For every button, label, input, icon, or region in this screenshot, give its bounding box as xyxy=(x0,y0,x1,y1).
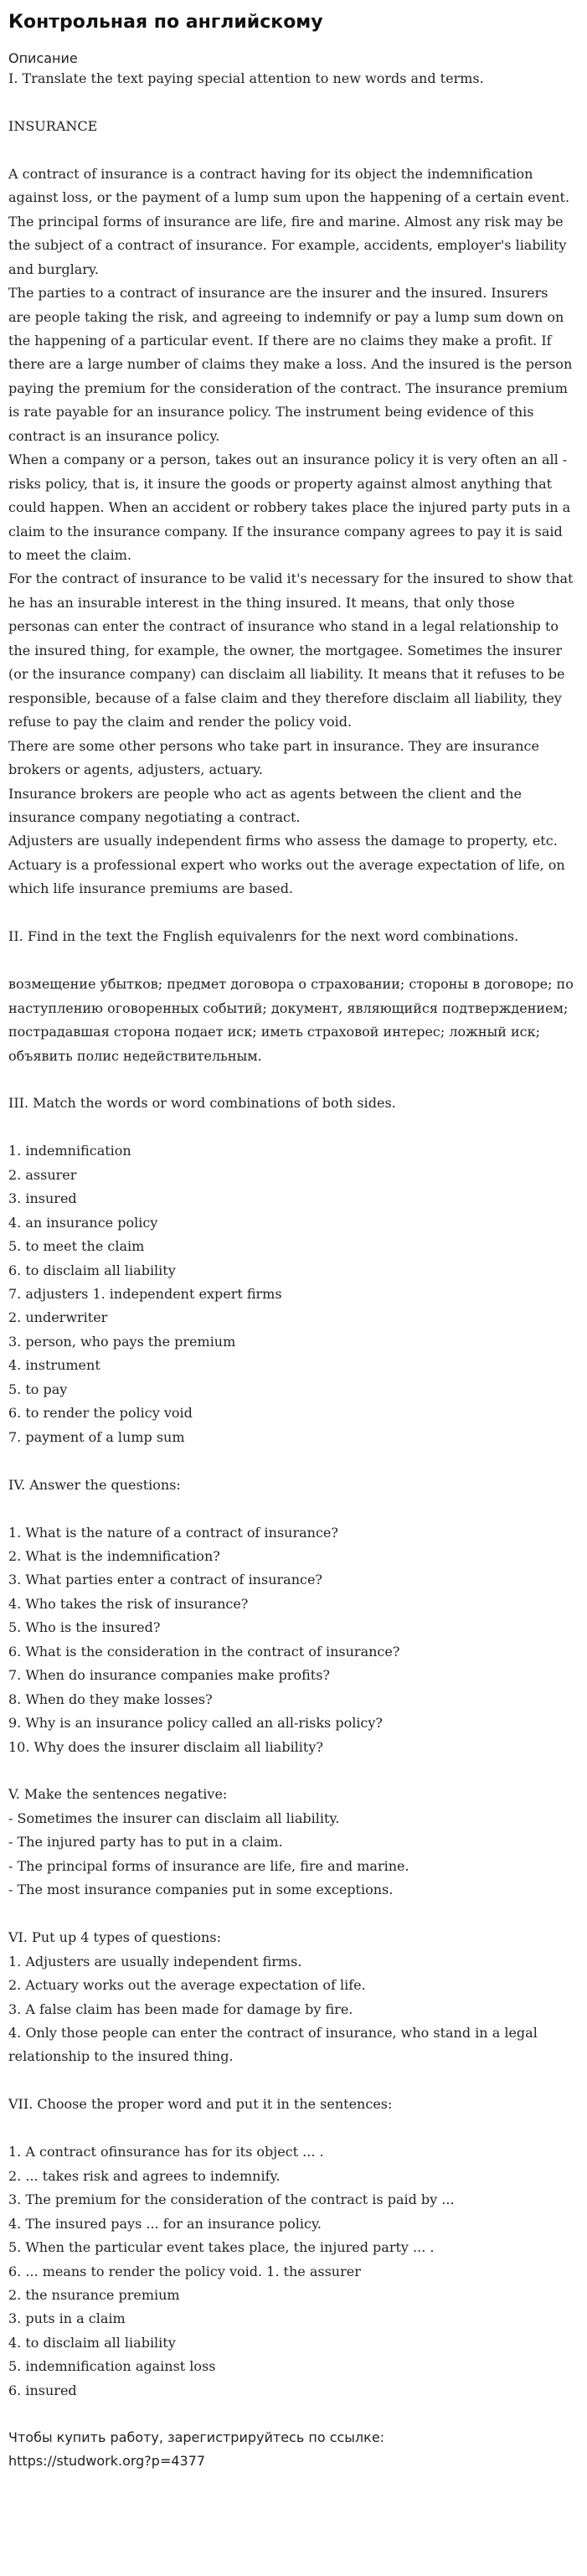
text-line: - The most insurance companies put in some exceptions. xyxy=(8,1882,394,1898)
blank-line xyxy=(8,1902,574,1926)
blank-line xyxy=(8,1068,574,1092)
purchase-link[interactable]: https://studwork.org?p=4377 xyxy=(8,2453,206,2470)
text-line: 6. to render the policy void xyxy=(8,1405,193,1422)
text-line: 7. When do insurance companies make profits? xyxy=(8,1667,330,1684)
blank-line xyxy=(8,949,574,973)
text-line: 4. to disclaim all liability xyxy=(8,2334,176,2351)
blank-line xyxy=(8,1449,574,1473)
text-line: 6. ... means to render the policy void. 1. the assurer xyxy=(8,2263,361,2279)
blank-line xyxy=(8,1116,574,1139)
text-line: 3. The premium for the consideration of the contract is paid by ... xyxy=(8,2191,455,2208)
text-line: 2. assurer xyxy=(8,1166,77,1183)
blank-line xyxy=(8,901,574,925)
text-line: II. Find in the text the Fnglish equivalenrs for the next word combinations. xyxy=(8,928,519,945)
description-body xyxy=(8,67,574,2403)
text-line: The parties to a contract of insurance are the insurer and the insured. Insurers are people taking the risk, and agreeing to indemnify or pay a lump sum down on the happening of a particular event. If there are no claims they make a profit. If there are a large number of claims they make a loss. And the insured is the person paying the premium for the consideration of the contract. The insurance premium is rate payable for an insurance policy. The instrument being evidence of this contract is an insurance policy. xyxy=(8,285,573,444)
text-line: Insurance brokers are people who act as agents between the client and the insurance company negotiating a contract. xyxy=(8,785,522,826)
text-line: There are some other persons who take part in insurance. They are insurance brokers or agents, adjusters, actuary. xyxy=(8,737,539,778)
text-line: A contract of insurance is a contract having for its object the indemnification against loss, or the payment of a lump sum upon the happening of a certain event. The principal forms of insurance are life, fire and marine. Almost any risk may be the subject of a contract of insurance. For example, accidents, employer's liability and burglary. xyxy=(8,165,570,277)
text-line: I. Translate the text paying special attention to new words and terms. xyxy=(8,70,484,86)
text-line: возмещение убытков; предмет договора о страховании; стороны в договоре; по наступлению оговоренных событий; документ, являющийся подтверждением; пострадавшая сторона подает иск; иметь страховой интерес; ложный иск; объявить полис недействительным. xyxy=(8,976,574,1064)
text-line: 1. A contract ofinsurance has for its object ... . xyxy=(8,2144,324,2160)
blank-line xyxy=(8,2117,574,2140)
blank-line xyxy=(8,1759,574,1783)
text-line: V. Make the sentences negative: xyxy=(8,1786,228,1803)
text-line: 2. Actuary works out the average expectation of life. xyxy=(8,1977,366,1994)
purchase-note: Чтобы купить работу, зарегистрируйтесь по ссылке: xyxy=(8,2429,385,2446)
text-line: - The principal forms of insurance are life, fire and marine. xyxy=(8,1857,409,1874)
description-label: Описание xyxy=(8,50,78,66)
text-line: 10. Why does the insurer disclaim all liability? xyxy=(8,1738,323,1755)
text-line: 2. underwriter xyxy=(8,1309,108,1326)
text-line: 4. Only those people can enter the contract of insurance, who stand in a legal relationship to the insured thing. xyxy=(8,2025,538,2065)
text-line: 5. indemnification against loss xyxy=(8,2358,216,2375)
text-line: 6. to disclaim all liability xyxy=(8,1262,176,1278)
text-line: 5. Who is the insured? xyxy=(8,1619,161,1636)
blank-line xyxy=(8,90,574,114)
text-line: 2. the nsurance premium xyxy=(8,2286,180,2303)
text-line: 1. Adjusters are usually independent firms. xyxy=(8,1953,302,1969)
text-line: 3. What parties enter a contract of insurance? xyxy=(8,1572,322,1588)
footer xyxy=(8,2426,574,2473)
text-line: 3. puts in a claim xyxy=(8,2310,126,2327)
text-line: IV. Answer the questions: xyxy=(8,1476,181,1493)
text-line: 3. A false claim has been made for damage by fire. xyxy=(8,2000,353,2017)
blank-line xyxy=(8,1497,574,1520)
text-line: 4. instrument xyxy=(8,1357,100,1374)
text-line: Adjusters are usually independent firms who assess the damage to property, etc. xyxy=(8,833,558,849)
text-line: 3. person, who pays the premium xyxy=(8,1333,236,1350)
text-line: 1. indemnification xyxy=(8,1143,131,1159)
text-line: 7. adjusters 1. independent expert firms xyxy=(8,1286,282,1303)
text-line: III. Match the words or word combinations of both sides. xyxy=(8,1095,396,1112)
text-line: 5. to meet the claim xyxy=(8,1238,145,1255)
text-line: 2. What is the indemnification? xyxy=(8,1547,220,1564)
text-line: 8. When do they make losses? xyxy=(8,1691,213,1707)
text-line: VI. Put up 4 types of questions: xyxy=(8,1929,221,1946)
text-line: When a company or a person, takes out an insurance policy it is very often an all - risks policy, that is, it insure the goods or property against almost anything that could happen. When an accident or robbery takes place the injured party puts in a claim to the insurance company. If the insurance company agrees to pay it is said to meet the claim. xyxy=(8,452,571,564)
text-line: 5. to pay xyxy=(8,1381,68,1397)
text-line: 9. Why is an insurance policy called an all-risks policy? xyxy=(8,1715,384,1732)
blank-line xyxy=(8,2069,574,2093)
text-line: 3. insured xyxy=(8,1190,77,1207)
page-title: Контрольная по английскому xyxy=(8,12,323,33)
text-line: - Sometimes the insurer can disclaim all liability. xyxy=(8,1809,340,1826)
text-line: 1. What is the nature of a contract of insurance? xyxy=(8,1524,338,1541)
text-line: 2. ... takes risk and agrees to indemnify. xyxy=(8,2167,281,2184)
text-line: INSURANCE xyxy=(8,117,98,134)
text-line: 6. What is the consideration in the contract of insurance? xyxy=(8,1643,400,1660)
text-line: VII. Choose the proper word and put it in the sentences: xyxy=(8,2096,393,2113)
text-line: 6. insured xyxy=(8,2382,77,2398)
text-line: - The injured party has to put in a claim. xyxy=(8,1834,283,1851)
text-line: Actuary is a professional expert who works out the average expectation of life, on which life insurance premiums are based. xyxy=(8,856,565,897)
text-line: For the contract of insurance to be valid it's necessary for the insured to show that he has an insurable interest in the thing insured. It means, that only those personas can enter the contract of insurance who stand in a legal relationship to the insured thing, for example, the owner, the mortgagee. Sometimes the insurer (or the insurance company) can disclaim all liability. It means that it refuses to be responsible, because of a false claim and they therefore disclaim all liability, they refuse to pay the claim and render the policy void. xyxy=(8,570,574,730)
text-line: 5. When the particular event takes place, the injured party ... . xyxy=(8,2239,435,2256)
text-line: 7. payment of a lump sum xyxy=(8,1428,185,1445)
text-line: 4. Who takes the risk of insurance? xyxy=(8,1595,249,1612)
text-line: 4. The insured pays ... for an insurance policy. xyxy=(8,2215,322,2232)
text-line: 4. an insurance policy xyxy=(8,1214,158,1231)
blank-line xyxy=(8,138,574,162)
